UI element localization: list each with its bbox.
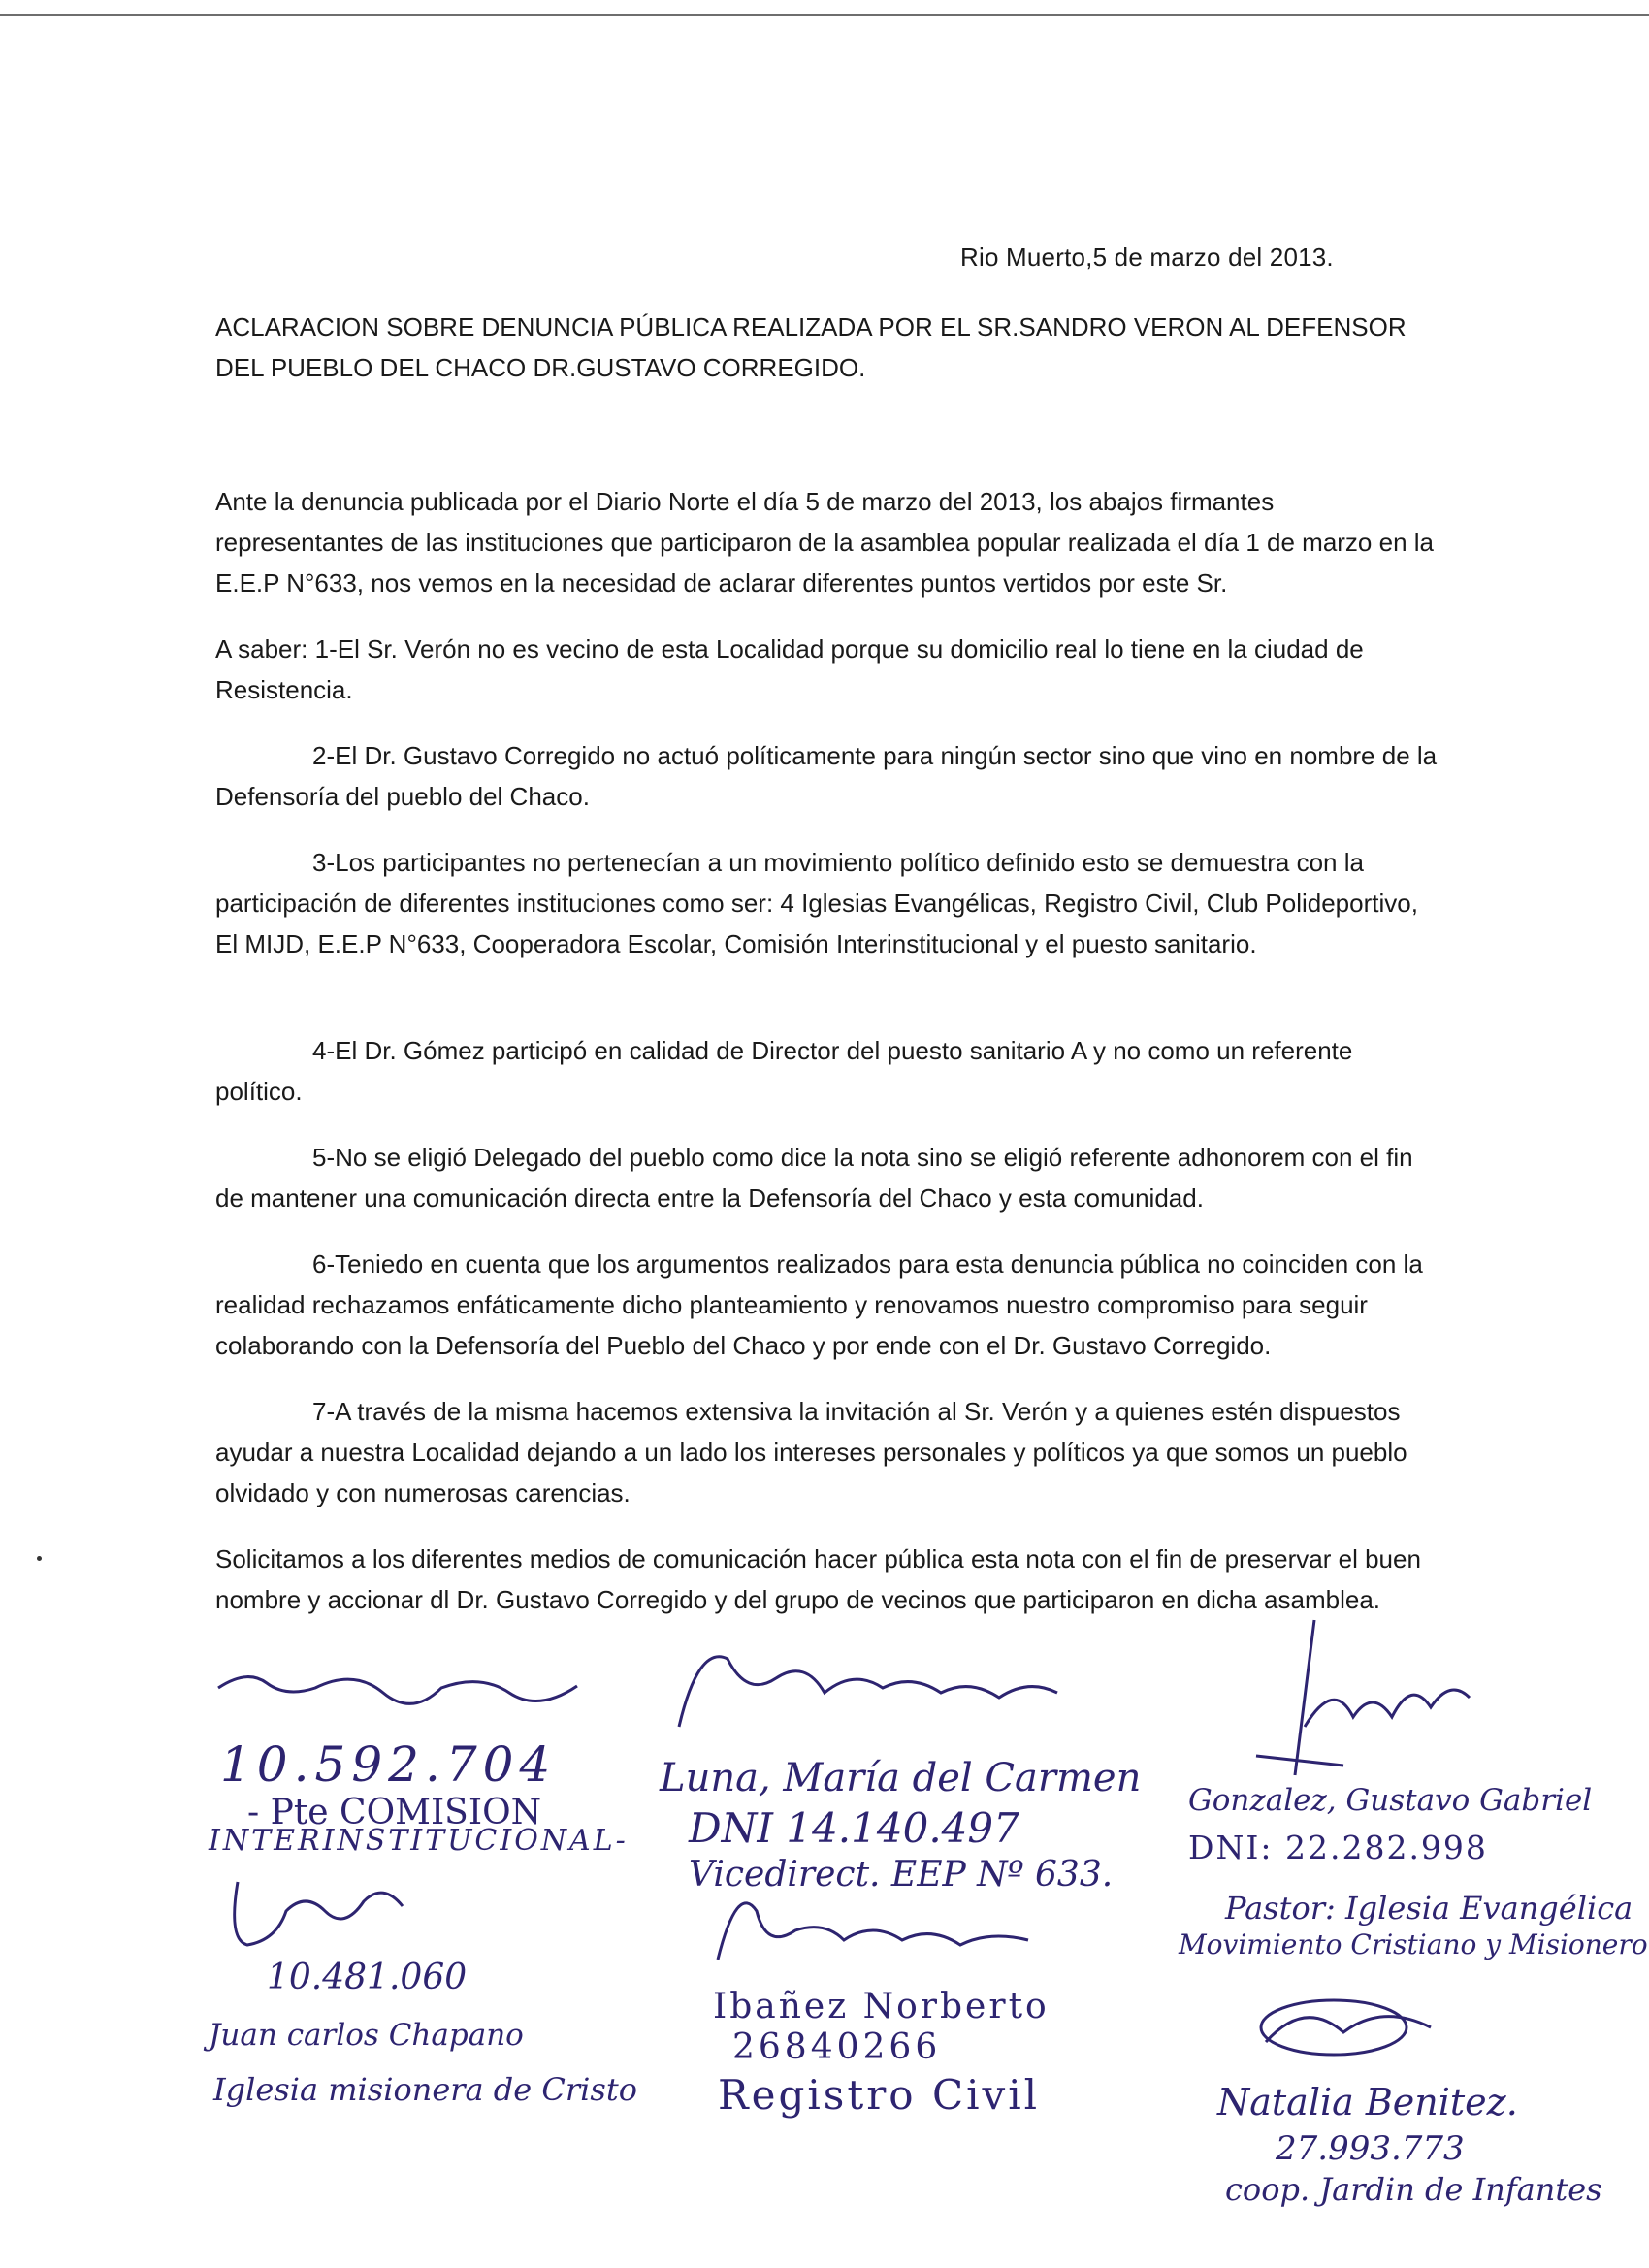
sig2-id: DNI 14.140.497 bbox=[689, 1804, 1019, 1852]
sig1-id: 10.592.704 bbox=[220, 1736, 557, 1793]
signature-scribble bbox=[218, 1872, 412, 1950]
sig4-role: Iglesia misionera de Cristo bbox=[213, 2071, 637, 2108]
sig1-role-2: INTERINSTITUCIONAL- bbox=[209, 1824, 629, 1858]
sig2-role: Vicedirect. EEP Nº 633. bbox=[689, 1855, 1114, 1895]
point-2: 2-El Dr. Gustavo Corregido no actuó políticamente para ningún sector sino que vino en nombre de la Defensoría del pueblo del Chaco. bbox=[215, 741, 1438, 811]
point-1: A saber: 1-El Sr. Verón no es vecino de esta Localidad porque su domicilio real lo tiene en la ciudad de Resistencia. bbox=[215, 634, 1364, 704]
closing-paragraph: Solicitamos a los diferentes medios de comunicación hacer pública esta nota con el fin de preservar el buen nombre y accionar dl Dr. Gustavo Corregido y del grupo de vecinos que participaron en dicha asamblea. bbox=[215, 1544, 1421, 1614]
signature-scribble bbox=[1246, 1989, 1460, 2066]
sig3-role-2: Movimiento Cristiano y Misionero bbox=[1179, 1928, 1648, 1960]
point-5: 5-No se eligió Delegado del pueblo como dice la nota sino se eligió referente adhonorem con el fin de mantener una comunicación directa entre la Defensoría del Chaco y esta comunidad. bbox=[215, 1143, 1413, 1213]
signature-luna bbox=[640, 1639, 1142, 1895]
sig3-id: DNI: 22.282.998 bbox=[1188, 1829, 1488, 1866]
point-7: 7-A través de la misma hacemos extensiva la invitación al Sr. Verón y a quienes estén dispuestos ayudar a nuestra Localidad dejando a un lado los intereses personales y políticos ya que somos un pueblo olvidado y con numerosas carencias. bbox=[215, 1397, 1407, 1507]
date-line: Rio Muerto,5 de marzo del 2013. bbox=[960, 243, 1334, 272]
sig1-role-1: - Pte COMISION bbox=[247, 1793, 542, 1832]
top-border-line bbox=[0, 14, 1649, 16]
stray-mark bbox=[37, 1556, 42, 1561]
sig5-role: Registro Civil bbox=[718, 2071, 1041, 2119]
sig5-id: 26840266 bbox=[732, 2027, 942, 2067]
signature-chapano bbox=[209, 1872, 655, 2134]
point-4: 4-El Dr. Gómez participó en calidad de Director del puesto sanitario A y no como un referente político. bbox=[215, 1036, 1353, 1106]
point-3: 3-Los participantes no pertenecían a un movimiento político definido esto se demuestra con la participación de diferentes instituciones como ser: 4 Iglesias Evangélicas, Registro Civil, Club Polideportivo, El MIJD, E.E.P N°633, Cooperadora Escolar, Comisión Interinstitucional y el puesto sanitario. bbox=[215, 848, 1418, 958]
signature-scribble bbox=[1237, 1620, 1489, 1795]
sig3-role-1: Pastor: Iglesia Evangélica bbox=[1225, 1890, 1633, 1927]
sig6-name: Natalia Benitez. bbox=[1217, 2081, 1518, 2123]
sig5-name: Ibañez Norberto bbox=[713, 1987, 1050, 2026]
point-6: 6-Teniedo en cuenta que los argumentos realizados para esta denuncia pública no coinciden con la realidad rechazamos enfáticamente dicho planteamiento y renovamos nuestro compromiso para seguir colaborando con la Defensoría del Pueblo del Chaco y por ende con el Dr. Gustavo Corregido. bbox=[215, 1249, 1423, 1360]
signature-scribble bbox=[708, 1882, 1038, 1969]
signature-scribble bbox=[209, 1659, 616, 1727]
signature-gonzalez bbox=[1179, 1620, 1648, 1960]
sig6-role: coop. Jardin de Infantes bbox=[1225, 2171, 1602, 2208]
sig2-name: Luna, María del Carmen bbox=[660, 1756, 1142, 1800]
sig3-name: Gonzalez, Gustavo Gabriel bbox=[1188, 1783, 1593, 1818]
signature-ibanez bbox=[708, 1882, 1145, 2124]
signature-scribble bbox=[660, 1639, 1067, 1736]
signature-benitez bbox=[1208, 1989, 1644, 2231]
intro-paragraph: Ante la denuncia publicada por el Diario Norte el día 5 de marzo del 2013, los abajos firmantes representantes de las instituciones que participaron de la asamblea popular realizada el día 1 de marzo en la E.E.P N°633, nos vemos en la necesidad de aclarar diferentes puntos vertidos por este Sr. bbox=[215, 487, 1434, 598]
document-title: ACLARACION SOBRE DENUNCIA PÚBLICA REALIZADA POR EL SR.SANDRO VERON AL DEFENSOR DEL PUEBLO DEL CHACO DR.GUSTAVO CORREGIDO. bbox=[215, 312, 1406, 382]
sig6-id: 27.993.773 bbox=[1276, 2129, 1465, 2168]
sig4-name: Juan carlos Chapano bbox=[209, 2018, 524, 2053]
signature-florencio-rojas bbox=[209, 1659, 629, 1858]
sig4-id: 10.481.060 bbox=[267, 1958, 468, 1997]
